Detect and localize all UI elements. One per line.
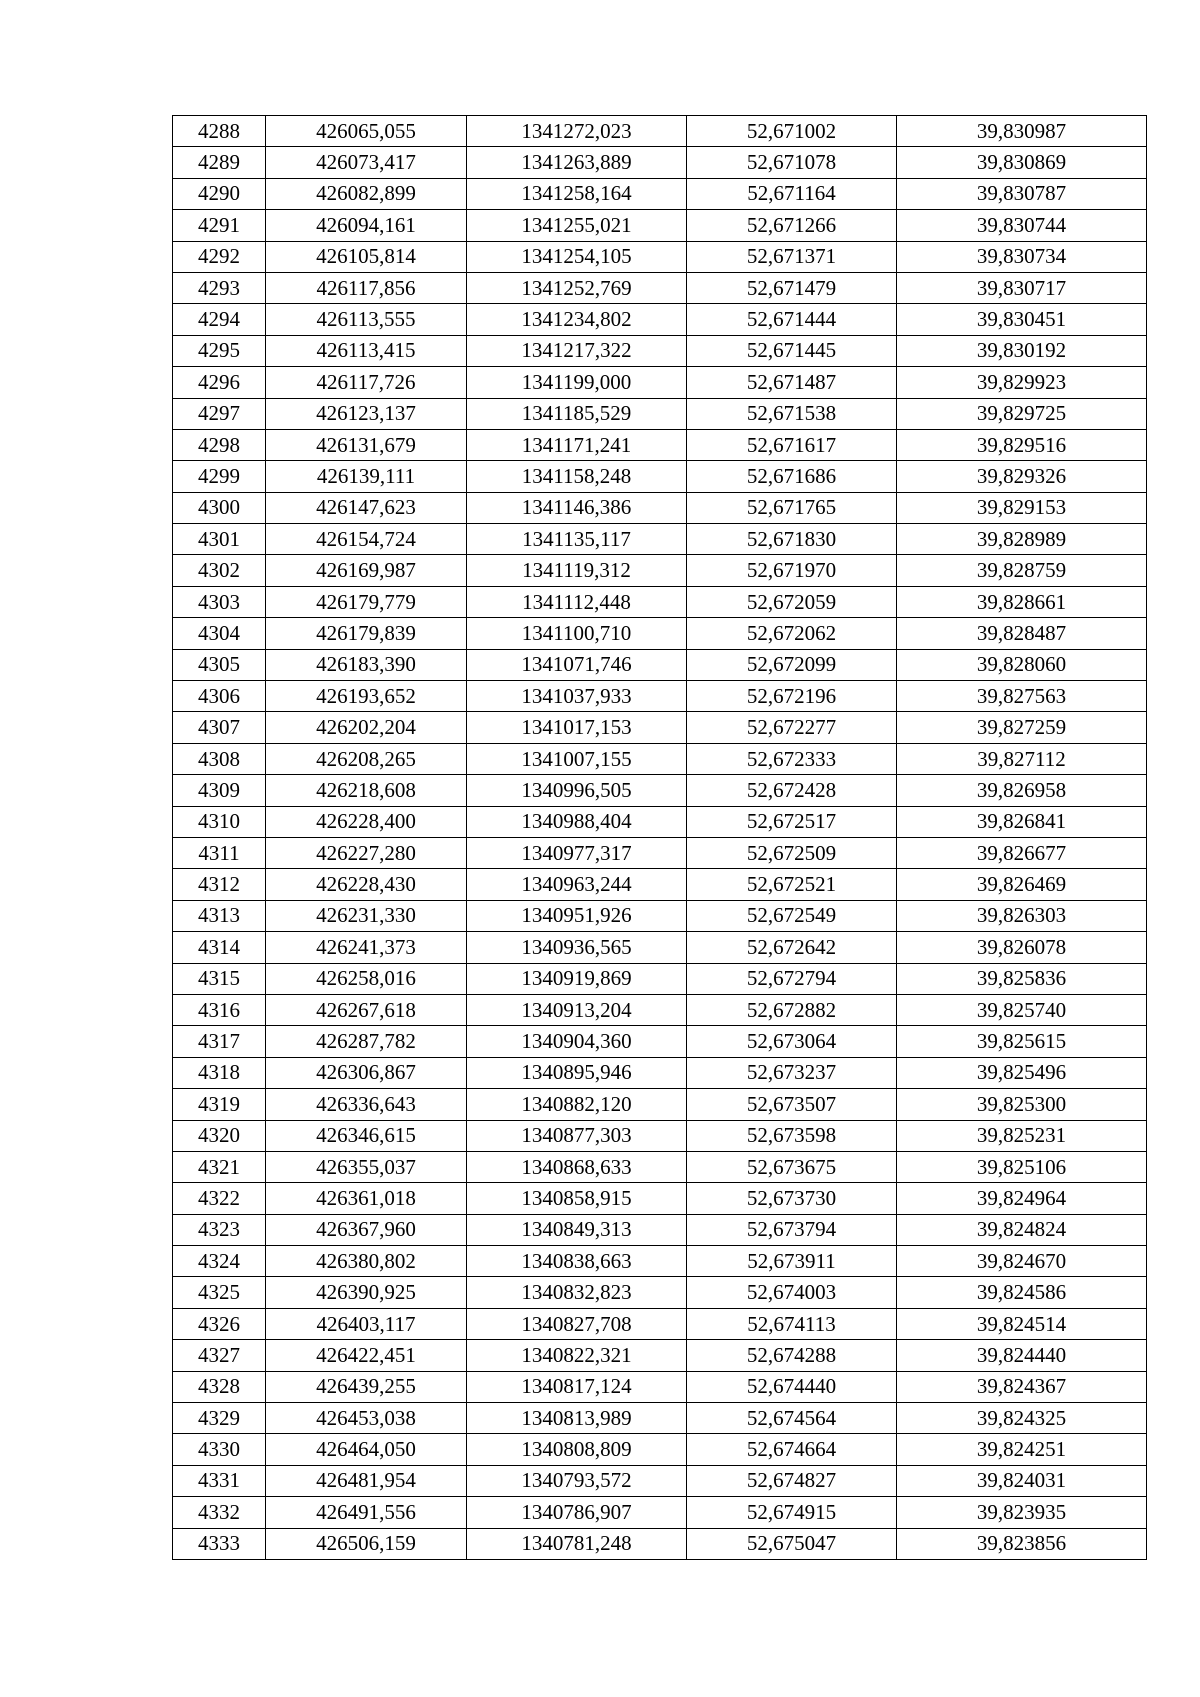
y-coordinate-cell: 1340822,321 bbox=[467, 1340, 687, 1371]
y-coordinate-cell: 1340963,244 bbox=[467, 869, 687, 900]
latitude-cell: 52,673598 bbox=[687, 1120, 897, 1151]
latitude-cell: 52,672333 bbox=[687, 743, 897, 774]
table-row bbox=[173, 1057, 1147, 1088]
x-coordinate-cell: 426481,954 bbox=[266, 1465, 467, 1496]
latitude-cell: 52,673237 bbox=[687, 1057, 897, 1088]
y-coordinate-cell: 1340996,505 bbox=[467, 775, 687, 806]
x-coordinate-cell: 426361,018 bbox=[266, 1183, 467, 1214]
latitude-cell: 52,671765 bbox=[687, 492, 897, 523]
point-number-cell: 4325 bbox=[173, 1277, 266, 1308]
point-number-cell: 4298 bbox=[173, 429, 266, 460]
x-coordinate-cell: 426228,400 bbox=[266, 806, 467, 837]
table-row bbox=[173, 1308, 1147, 1339]
y-coordinate-cell: 1340936,565 bbox=[467, 932, 687, 963]
x-coordinate-cell: 426208,265 bbox=[266, 743, 467, 774]
point-number-cell: 4323 bbox=[173, 1214, 266, 1245]
latitude-cell: 52,673911 bbox=[687, 1246, 897, 1277]
point-number-cell: 4329 bbox=[173, 1403, 266, 1434]
longitude-cell: 39,824251 bbox=[897, 1434, 1147, 1465]
table-row bbox=[173, 586, 1147, 617]
x-coordinate-cell: 426139,111 bbox=[266, 461, 467, 492]
latitude-cell: 52,673730 bbox=[687, 1183, 897, 1214]
x-coordinate-cell: 426094,161 bbox=[266, 210, 467, 241]
latitude-cell: 52,672549 bbox=[687, 900, 897, 931]
longitude-cell: 39,830987 bbox=[897, 116, 1147, 147]
latitude-cell: 52,672642 bbox=[687, 932, 897, 963]
table-row bbox=[173, 210, 1147, 241]
point-number-cell: 4328 bbox=[173, 1371, 266, 1402]
y-coordinate-cell: 1341258,164 bbox=[467, 178, 687, 209]
point-number-cell: 4306 bbox=[173, 681, 266, 712]
table-row bbox=[173, 994, 1147, 1025]
longitude-cell: 39,824367 bbox=[897, 1371, 1147, 1402]
latitude-cell: 52,674003 bbox=[687, 1277, 897, 1308]
latitude-cell: 52,671487 bbox=[687, 367, 897, 398]
point-number-cell: 4291 bbox=[173, 210, 266, 241]
coordinates-table bbox=[172, 115, 1147, 1560]
y-coordinate-cell: 1340849,313 bbox=[467, 1214, 687, 1245]
longitude-cell: 39,828989 bbox=[897, 524, 1147, 555]
table-row bbox=[173, 1120, 1147, 1151]
x-coordinate-cell: 426346,615 bbox=[266, 1120, 467, 1151]
x-coordinate-cell: 426241,373 bbox=[266, 932, 467, 963]
x-coordinate-cell: 426380,802 bbox=[266, 1246, 467, 1277]
x-coordinate-cell: 426105,814 bbox=[266, 241, 467, 272]
longitude-cell: 39,825106 bbox=[897, 1151, 1147, 1182]
point-number-cell: 4296 bbox=[173, 367, 266, 398]
point-number-cell: 4304 bbox=[173, 618, 266, 649]
x-coordinate-cell: 426439,255 bbox=[266, 1371, 467, 1402]
longitude-cell: 39,824964 bbox=[897, 1183, 1147, 1214]
latitude-cell: 52,671164 bbox=[687, 178, 897, 209]
longitude-cell: 39,829153 bbox=[897, 492, 1147, 523]
x-coordinate-cell: 426367,960 bbox=[266, 1214, 467, 1245]
latitude-cell: 52,672517 bbox=[687, 806, 897, 837]
x-coordinate-cell: 426169,987 bbox=[266, 555, 467, 586]
longitude-cell: 39,824670 bbox=[897, 1246, 1147, 1277]
longitude-cell: 39,825836 bbox=[897, 963, 1147, 994]
point-number-cell: 4299 bbox=[173, 461, 266, 492]
table-row bbox=[173, 272, 1147, 303]
y-coordinate-cell: 1340781,248 bbox=[467, 1528, 687, 1559]
x-coordinate-cell: 426117,856 bbox=[266, 272, 467, 303]
table-row bbox=[173, 775, 1147, 806]
x-coordinate-cell: 426336,643 bbox=[266, 1089, 467, 1120]
table-row bbox=[173, 1434, 1147, 1465]
latitude-cell: 52,671479 bbox=[687, 272, 897, 303]
longitude-cell: 39,830787 bbox=[897, 178, 1147, 209]
latitude-cell: 52,671445 bbox=[687, 335, 897, 366]
table-row bbox=[173, 367, 1147, 398]
point-number-cell: 4297 bbox=[173, 398, 266, 429]
longitude-cell: 39,829725 bbox=[897, 398, 1147, 429]
latitude-cell: 52,674664 bbox=[687, 1434, 897, 1465]
table-row bbox=[173, 1340, 1147, 1371]
point-number-cell: 4321 bbox=[173, 1151, 266, 1182]
longitude-cell: 39,828487 bbox=[897, 618, 1147, 649]
point-number-cell: 4327 bbox=[173, 1340, 266, 1371]
point-number-cell: 4317 bbox=[173, 1026, 266, 1057]
point-number-cell: 4333 bbox=[173, 1528, 266, 1559]
y-coordinate-cell: 1340817,124 bbox=[467, 1371, 687, 1402]
x-coordinate-cell: 426073,417 bbox=[266, 147, 467, 178]
y-coordinate-cell: 1341135,117 bbox=[467, 524, 687, 555]
table-row bbox=[173, 1183, 1147, 1214]
longitude-cell: 39,826078 bbox=[897, 932, 1147, 963]
table-row bbox=[173, 304, 1147, 335]
x-coordinate-cell: 426227,280 bbox=[266, 837, 467, 868]
latitude-cell: 52,675047 bbox=[687, 1528, 897, 1559]
point-number-cell: 4289 bbox=[173, 147, 266, 178]
latitude-cell: 52,672099 bbox=[687, 649, 897, 680]
table-row bbox=[173, 429, 1147, 460]
x-coordinate-cell: 426258,016 bbox=[266, 963, 467, 994]
longitude-cell: 39,830869 bbox=[897, 147, 1147, 178]
point-number-cell: 4313 bbox=[173, 900, 266, 931]
point-number-cell: 4310 bbox=[173, 806, 266, 837]
longitude-cell: 39,828060 bbox=[897, 649, 1147, 680]
y-coordinate-cell: 1340919,869 bbox=[467, 963, 687, 994]
y-coordinate-cell: 1340904,360 bbox=[467, 1026, 687, 1057]
table-row bbox=[173, 335, 1147, 366]
y-coordinate-cell: 1341217,322 bbox=[467, 335, 687, 366]
longitude-cell: 39,826841 bbox=[897, 806, 1147, 837]
latitude-cell: 52,671078 bbox=[687, 147, 897, 178]
x-coordinate-cell: 426390,925 bbox=[266, 1277, 467, 1308]
y-coordinate-cell: 1340882,120 bbox=[467, 1089, 687, 1120]
table-row bbox=[173, 869, 1147, 900]
latitude-cell: 52,671538 bbox=[687, 398, 897, 429]
x-coordinate-cell: 426464,050 bbox=[266, 1434, 467, 1465]
longitude-cell: 39,827563 bbox=[897, 681, 1147, 712]
table-row bbox=[173, 649, 1147, 680]
longitude-cell: 39,823935 bbox=[897, 1497, 1147, 1528]
point-number-cell: 4302 bbox=[173, 555, 266, 586]
point-number-cell: 4308 bbox=[173, 743, 266, 774]
latitude-cell: 52,672277 bbox=[687, 712, 897, 743]
x-coordinate-cell: 426123,137 bbox=[266, 398, 467, 429]
latitude-cell: 52,672882 bbox=[687, 994, 897, 1025]
point-number-cell: 4318 bbox=[173, 1057, 266, 1088]
longitude-cell: 39,826958 bbox=[897, 775, 1147, 806]
latitude-cell: 52,674113 bbox=[687, 1308, 897, 1339]
point-number-cell: 4331 bbox=[173, 1465, 266, 1496]
x-coordinate-cell: 426113,555 bbox=[266, 304, 467, 335]
latitude-cell: 52,671830 bbox=[687, 524, 897, 555]
x-coordinate-cell: 426179,839 bbox=[266, 618, 467, 649]
table-row bbox=[173, 398, 1147, 429]
x-coordinate-cell: 426113,415 bbox=[266, 335, 467, 366]
latitude-cell: 52,672509 bbox=[687, 837, 897, 868]
latitude-cell: 52,673675 bbox=[687, 1151, 897, 1182]
longitude-cell: 39,830744 bbox=[897, 210, 1147, 241]
table-row bbox=[173, 1214, 1147, 1245]
x-coordinate-cell: 426117,726 bbox=[266, 367, 467, 398]
y-coordinate-cell: 1341158,248 bbox=[467, 461, 687, 492]
x-coordinate-cell: 426082,899 bbox=[266, 178, 467, 209]
point-number-cell: 4332 bbox=[173, 1497, 266, 1528]
point-number-cell: 4293 bbox=[173, 272, 266, 303]
latitude-cell: 52,671371 bbox=[687, 241, 897, 272]
y-coordinate-cell: 1341199,000 bbox=[467, 367, 687, 398]
table-row bbox=[173, 1089, 1147, 1120]
longitude-cell: 39,828661 bbox=[897, 586, 1147, 617]
table-row bbox=[173, 712, 1147, 743]
x-coordinate-cell: 426147,623 bbox=[266, 492, 467, 523]
table-row bbox=[173, 1528, 1147, 1559]
y-coordinate-cell: 1341112,448 bbox=[467, 586, 687, 617]
longitude-cell: 39,830734 bbox=[897, 241, 1147, 272]
longitude-cell: 39,826303 bbox=[897, 900, 1147, 931]
point-number-cell: 4316 bbox=[173, 994, 266, 1025]
point-number-cell: 4326 bbox=[173, 1308, 266, 1339]
latitude-cell: 52,674564 bbox=[687, 1403, 897, 1434]
y-coordinate-cell: 1341234,802 bbox=[467, 304, 687, 335]
longitude-cell: 39,826469 bbox=[897, 869, 1147, 900]
latitude-cell: 52,672521 bbox=[687, 869, 897, 900]
point-number-cell: 4319 bbox=[173, 1089, 266, 1120]
latitude-cell: 52,672059 bbox=[687, 586, 897, 617]
point-number-cell: 4301 bbox=[173, 524, 266, 555]
y-coordinate-cell: 1340988,404 bbox=[467, 806, 687, 837]
latitude-cell: 52,674915 bbox=[687, 1497, 897, 1528]
table-row bbox=[173, 837, 1147, 868]
y-coordinate-cell: 1341146,386 bbox=[467, 492, 687, 523]
point-number-cell: 4303 bbox=[173, 586, 266, 617]
y-coordinate-cell: 1340793,572 bbox=[467, 1465, 687, 1496]
longitude-cell: 39,824514 bbox=[897, 1308, 1147, 1339]
y-coordinate-cell: 1341037,933 bbox=[467, 681, 687, 712]
y-coordinate-cell: 1341254,105 bbox=[467, 241, 687, 272]
point-number-cell: 4300 bbox=[173, 492, 266, 523]
longitude-cell: 39,830717 bbox=[897, 272, 1147, 303]
y-coordinate-cell: 1340951,926 bbox=[467, 900, 687, 931]
y-coordinate-cell: 1340895,946 bbox=[467, 1057, 687, 1088]
table-row bbox=[173, 1026, 1147, 1057]
table-row bbox=[173, 1151, 1147, 1182]
point-number-cell: 4290 bbox=[173, 178, 266, 209]
y-coordinate-cell: 1340977,317 bbox=[467, 837, 687, 868]
point-number-cell: 4305 bbox=[173, 649, 266, 680]
y-coordinate-cell: 1341119,312 bbox=[467, 555, 687, 586]
point-number-cell: 4315 bbox=[173, 963, 266, 994]
latitude-cell: 52,673794 bbox=[687, 1214, 897, 1245]
y-coordinate-cell: 1341263,889 bbox=[467, 147, 687, 178]
y-coordinate-cell: 1340913,204 bbox=[467, 994, 687, 1025]
x-coordinate-cell: 426491,556 bbox=[266, 1497, 467, 1528]
longitude-cell: 39,830451 bbox=[897, 304, 1147, 335]
x-coordinate-cell: 426231,330 bbox=[266, 900, 467, 931]
latitude-cell: 52,671266 bbox=[687, 210, 897, 241]
point-number-cell: 4288 bbox=[173, 116, 266, 147]
y-coordinate-cell: 1340877,303 bbox=[467, 1120, 687, 1151]
table-row bbox=[173, 1246, 1147, 1277]
longitude-cell: 39,824440 bbox=[897, 1340, 1147, 1371]
longitude-cell: 39,823856 bbox=[897, 1528, 1147, 1559]
point-number-cell: 4294 bbox=[173, 304, 266, 335]
x-coordinate-cell: 426131,679 bbox=[266, 429, 467, 460]
latitude-cell: 52,672428 bbox=[687, 775, 897, 806]
longitude-cell: 39,824586 bbox=[897, 1277, 1147, 1308]
table-row bbox=[173, 900, 1147, 931]
x-coordinate-cell: 426193,652 bbox=[266, 681, 467, 712]
x-coordinate-cell: 426065,055 bbox=[266, 116, 467, 147]
x-coordinate-cell: 426183,390 bbox=[266, 649, 467, 680]
longitude-cell: 39,825615 bbox=[897, 1026, 1147, 1057]
y-coordinate-cell: 1340813,989 bbox=[467, 1403, 687, 1434]
table-row bbox=[173, 963, 1147, 994]
x-coordinate-cell: 426202,204 bbox=[266, 712, 467, 743]
table-row bbox=[173, 681, 1147, 712]
table-row bbox=[173, 178, 1147, 209]
y-coordinate-cell: 1341171,241 bbox=[467, 429, 687, 460]
latitude-cell: 52,672196 bbox=[687, 681, 897, 712]
table-row bbox=[173, 1371, 1147, 1402]
longitude-cell: 39,824824 bbox=[897, 1214, 1147, 1245]
table-row bbox=[173, 555, 1147, 586]
x-coordinate-cell: 426453,038 bbox=[266, 1403, 467, 1434]
y-coordinate-cell: 1341252,769 bbox=[467, 272, 687, 303]
point-number-cell: 4307 bbox=[173, 712, 266, 743]
longitude-cell: 39,828759 bbox=[897, 555, 1147, 586]
longitude-cell: 39,827259 bbox=[897, 712, 1147, 743]
x-coordinate-cell: 426506,159 bbox=[266, 1528, 467, 1559]
latitude-cell: 52,673064 bbox=[687, 1026, 897, 1057]
table-row bbox=[173, 147, 1147, 178]
point-number-cell: 4311 bbox=[173, 837, 266, 868]
point-number-cell: 4322 bbox=[173, 1183, 266, 1214]
table-row bbox=[173, 461, 1147, 492]
x-coordinate-cell: 426422,451 bbox=[266, 1340, 467, 1371]
y-coordinate-cell: 1340838,663 bbox=[467, 1246, 687, 1277]
table-row bbox=[173, 524, 1147, 555]
latitude-cell: 52,672062 bbox=[687, 618, 897, 649]
y-coordinate-cell: 1340786,907 bbox=[467, 1497, 687, 1528]
table-row bbox=[173, 806, 1147, 837]
x-coordinate-cell: 426355,037 bbox=[266, 1151, 467, 1182]
x-coordinate-cell: 426403,117 bbox=[266, 1308, 467, 1339]
point-number-cell: 4330 bbox=[173, 1434, 266, 1465]
latitude-cell: 52,674288 bbox=[687, 1340, 897, 1371]
table-row bbox=[173, 618, 1147, 649]
table-row bbox=[173, 743, 1147, 774]
y-coordinate-cell: 1341071,746 bbox=[467, 649, 687, 680]
point-number-cell: 4320 bbox=[173, 1120, 266, 1151]
y-coordinate-cell: 1340868,633 bbox=[467, 1151, 687, 1182]
longitude-cell: 39,829923 bbox=[897, 367, 1147, 398]
y-coordinate-cell: 1341017,153 bbox=[467, 712, 687, 743]
latitude-cell: 52,672794 bbox=[687, 963, 897, 994]
table-row bbox=[173, 241, 1147, 272]
longitude-cell: 39,825231 bbox=[897, 1120, 1147, 1151]
latitude-cell: 52,671002 bbox=[687, 116, 897, 147]
longitude-cell: 39,829516 bbox=[897, 429, 1147, 460]
y-coordinate-cell: 1340808,809 bbox=[467, 1434, 687, 1465]
y-coordinate-cell: 1340827,708 bbox=[467, 1308, 687, 1339]
y-coordinate-cell: 1341007,155 bbox=[467, 743, 687, 774]
y-coordinate-cell: 1341255,021 bbox=[467, 210, 687, 241]
table-row bbox=[173, 1465, 1147, 1496]
table-row bbox=[173, 1277, 1147, 1308]
point-number-cell: 4312 bbox=[173, 869, 266, 900]
x-coordinate-cell: 426228,430 bbox=[266, 869, 467, 900]
y-coordinate-cell: 1340832,823 bbox=[467, 1277, 687, 1308]
x-coordinate-cell: 426218,608 bbox=[266, 775, 467, 806]
latitude-cell: 52,671444 bbox=[687, 304, 897, 335]
y-coordinate-cell: 1341100,710 bbox=[467, 618, 687, 649]
x-coordinate-cell: 426287,782 bbox=[266, 1026, 467, 1057]
y-coordinate-cell: 1341185,529 bbox=[467, 398, 687, 429]
point-number-cell: 4295 bbox=[173, 335, 266, 366]
latitude-cell: 52,674827 bbox=[687, 1465, 897, 1496]
latitude-cell: 52,671970 bbox=[687, 555, 897, 586]
coordinates-table-body bbox=[173, 116, 1147, 1560]
table-row bbox=[173, 492, 1147, 523]
latitude-cell: 52,674440 bbox=[687, 1371, 897, 1402]
y-coordinate-cell: 1340858,915 bbox=[467, 1183, 687, 1214]
x-coordinate-cell: 426179,779 bbox=[266, 586, 467, 617]
latitude-cell: 52,671617 bbox=[687, 429, 897, 460]
point-number-cell: 4309 bbox=[173, 775, 266, 806]
longitude-cell: 39,827112 bbox=[897, 743, 1147, 774]
longitude-cell: 39,829326 bbox=[897, 461, 1147, 492]
table-row bbox=[173, 1403, 1147, 1434]
longitude-cell: 39,826677 bbox=[897, 837, 1147, 868]
point-number-cell: 4324 bbox=[173, 1246, 266, 1277]
x-coordinate-cell: 426267,618 bbox=[266, 994, 467, 1025]
longitude-cell: 39,824031 bbox=[897, 1465, 1147, 1496]
longitude-cell: 39,825300 bbox=[897, 1089, 1147, 1120]
point-number-cell: 4314 bbox=[173, 932, 266, 963]
latitude-cell: 52,671686 bbox=[687, 461, 897, 492]
table-row bbox=[173, 116, 1147, 147]
y-coordinate-cell: 1341272,023 bbox=[467, 116, 687, 147]
latitude-cell: 52,673507 bbox=[687, 1089, 897, 1120]
longitude-cell: 39,825496 bbox=[897, 1057, 1147, 1088]
longitude-cell: 39,830192 bbox=[897, 335, 1147, 366]
table-row bbox=[173, 932, 1147, 963]
longitude-cell: 39,825740 bbox=[897, 994, 1147, 1025]
longitude-cell: 39,824325 bbox=[897, 1403, 1147, 1434]
x-coordinate-cell: 426154,724 bbox=[266, 524, 467, 555]
x-coordinate-cell: 426306,867 bbox=[266, 1057, 467, 1088]
point-number-cell: 4292 bbox=[173, 241, 266, 272]
table-row bbox=[173, 1497, 1147, 1528]
